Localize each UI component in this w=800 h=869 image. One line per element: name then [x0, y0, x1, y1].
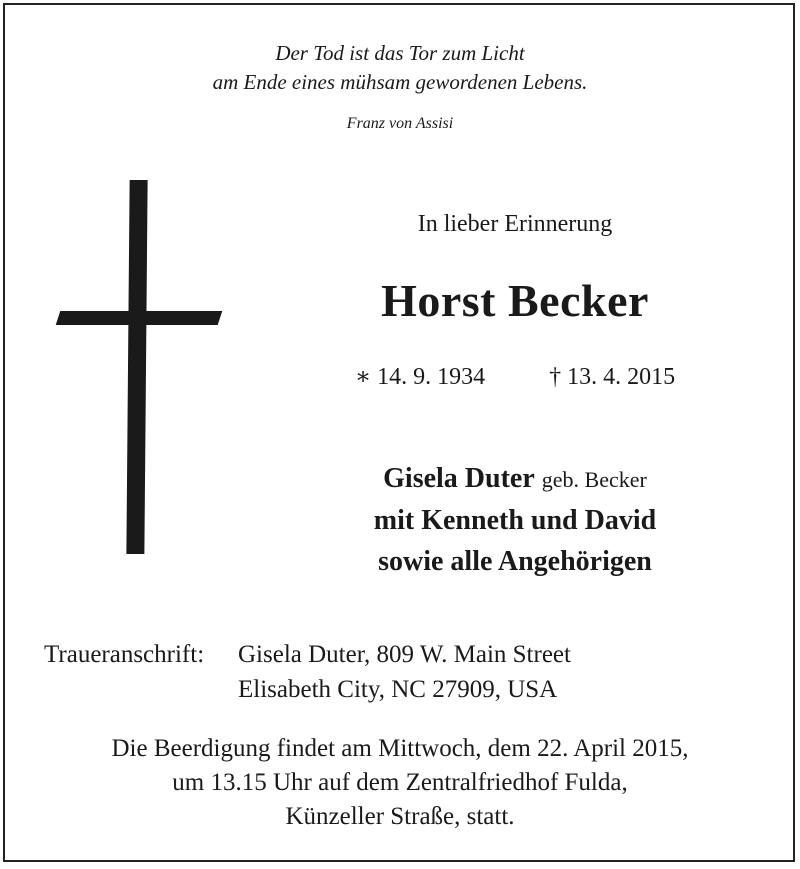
- funeral-info: [0, 732, 800, 834]
- funeral-line-3: Künzeller Straße, statt.: [285, 803, 515, 830]
- funeral-line-2: um 13.15 Uhr auf dem Zentralfriedhof Fulda,: [172, 769, 628, 796]
- death-date: 13. 4. 2015: [567, 364, 676, 390]
- life-dates: [340, 362, 690, 391]
- quote-line-2: am Ende eines mühsam gewordenen Lebens.: [212, 70, 588, 94]
- bereaved-line-1: [340, 458, 690, 500]
- cross-vertical-beam: [126, 180, 147, 554]
- address-line-2: Elisabeth City, NC 27909, USA: [238, 676, 558, 703]
- deceased-name: Horst Becker: [381, 275, 649, 326]
- memory-intro: In lieber Erinnerung: [417, 211, 613, 237]
- funeral-line-1: Die Beerdigung findet am Mittwoch, dem 22. April 2015,: [111, 735, 689, 762]
- bereaved-line-3: sowie alle Angehörigen: [378, 546, 652, 577]
- bereaved-line-2: mit Kenneth und David: [373, 505, 657, 536]
- address-label: Traueranschrift:: [44, 641, 205, 668]
- birth-date: 14. 9. 1934: [377, 364, 486, 390]
- quote-line-1: Der Tod ist das Tor zum Licht: [275, 41, 525, 65]
- bereaved-name: Gisela Duter: [383, 463, 535, 494]
- bereaved-maiden-name: geb. Becker: [541, 467, 647, 492]
- quote-author: Franz von Assisi: [346, 115, 454, 132]
- cross-horizontal-beam: [56, 311, 223, 325]
- birth-symbol: ∗: [354, 364, 372, 390]
- bereaved-block: [340, 458, 690, 582]
- cross-icon: [58, 180, 220, 554]
- address-line-1: Gisela Duter, 809 W. Main Street: [238, 641, 571, 668]
- death-symbol: †: [549, 364, 562, 390]
